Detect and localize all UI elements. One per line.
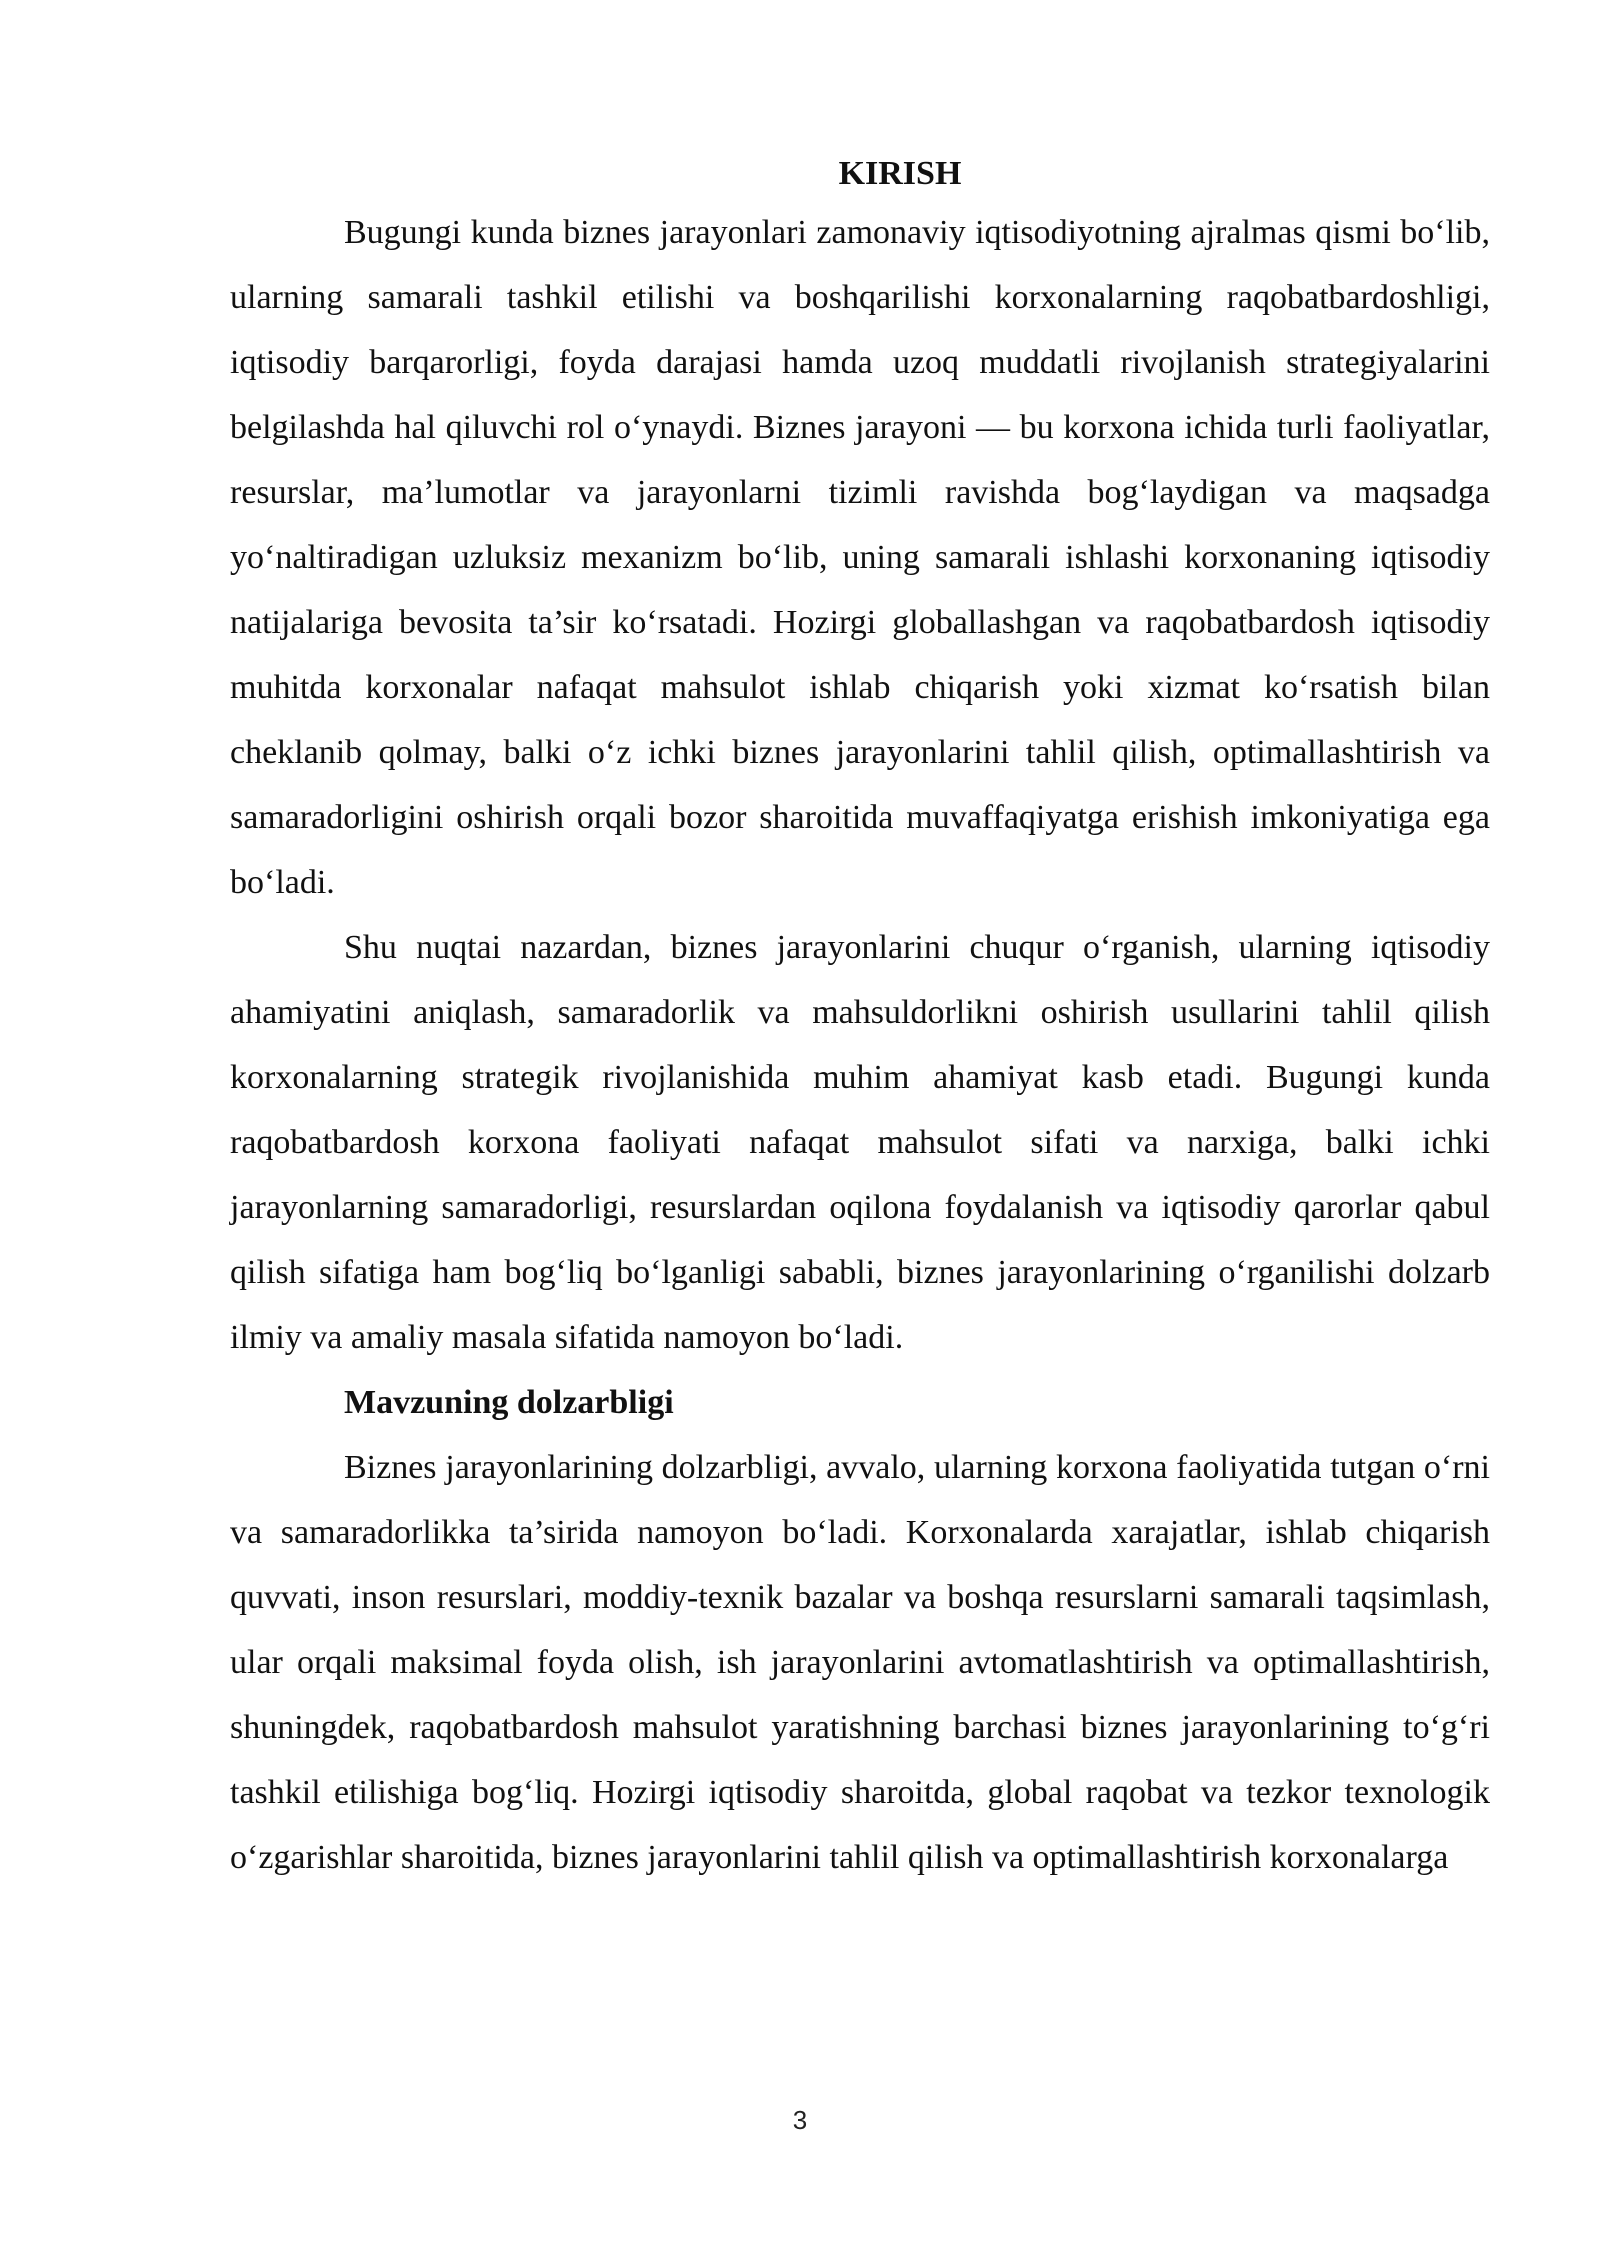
document-body <box>230 148 1490 1890</box>
section-heading: KIRISH <box>838 155 962 192</box>
page-number: 3 <box>792 2105 808 2135</box>
body-paragraph-3: Biznes jarayonlarining dolzarbligi, avvalo, ularning korxona faoliyatida tutgan o‘rni va samaradorlikka ta’sirida namoyon bo‘ladi. Korxonalarda xarajatlar, ishlab chiqarish quvvati, inson resurslari, moddiy-texnik bazalar va boshqa resurslarni samarali taqsimlash, ular orqali maksimal foyda olish, ish jarayonlarini avtomatlashtirish va optimallashtirish, shuningdek, raqobatbardosh mahsulot yaratishning barchasi biznes jarayonlarining to‘g‘ri tashkil etilishiga bog‘liq. Hozirgi iqtisodiy sharoitda, global raqobat va tezkor texnologik o‘zgarishlar sharoitida, biznes jarayonlarini tahlil qilish va optimallashtirish korxonalarga <box>230 1449 1490 1876</box>
subheading-relevance: Mavzuning dolzarbligi <box>344 1384 674 1421</box>
body-paragraph-1: Bugungi kunda biznes jarayonlari zamonaviy iqtisodiyotning ajralmas qismi bo‘lib, ularning samarali tashkil etilishi va boshqarilishi korxonalarning raqobatbardoshligi, iqtisodiy barqarorligi, foyda darajasi hamda uzoq muddatli rivojlanish strategiyalarini belgilashda hal qiluvchi rol o‘ynaydi. Biznes jarayoni — bu korxona ichida turli faoliyatlar, resurslar, ma’lumotlar va jarayonlarni tizimli ravishda bog‘laydigan va maqsadga yo‘naltiradigan uzluksiz mexanizm bo‘lib, uning samarali ishlashi korxonaning iqtisodiy natijalariga bevosita ta’sir ko‘rsatadi. Hozirgi globallashgan va raqobatbardosh iqtisodiy muhitda korxonalar nafaqat mahsulot ishlab chiqarish yoki xizmat ko‘rsatish bilan cheklanib qolmay, balki o‘z ichki biznes jarayonlarini tahlil qilish, optimallashtirish va samaradorligini oshirish orqali bozor sharoitida muvaffaqiyatga erishish imkoniyatiga ega bo‘ladi. <box>230 214 1490 901</box>
body-paragraph-2: Shu nuqtai nazardan, biznes jarayonlarini chuqur o‘rganish, ularning iqtisodiy ahamiyatini aniqlash, samaradorlik va mahsuldorlikni oshirish usullarini tahlil qilish korxonalarning strategik rivojlanishida muhim ahamiyat kasb etadi. Bugungi kunda raqobatbardosh korxona faoliyati nafaqat mahsulot sifati va narxiga, balki ichki jarayonlarning samaradorligi, resurslardan oqilona foydalanish va iqtisodiy qarorlar qabul qilish sifatiga ham bog‘liq bo‘lganligi sababli, biznes jarayonlarining o‘rganilishi dolzarb ilmiy va amaliy masala sifatida namoyon bo‘ladi. <box>230 929 1490 1356</box>
